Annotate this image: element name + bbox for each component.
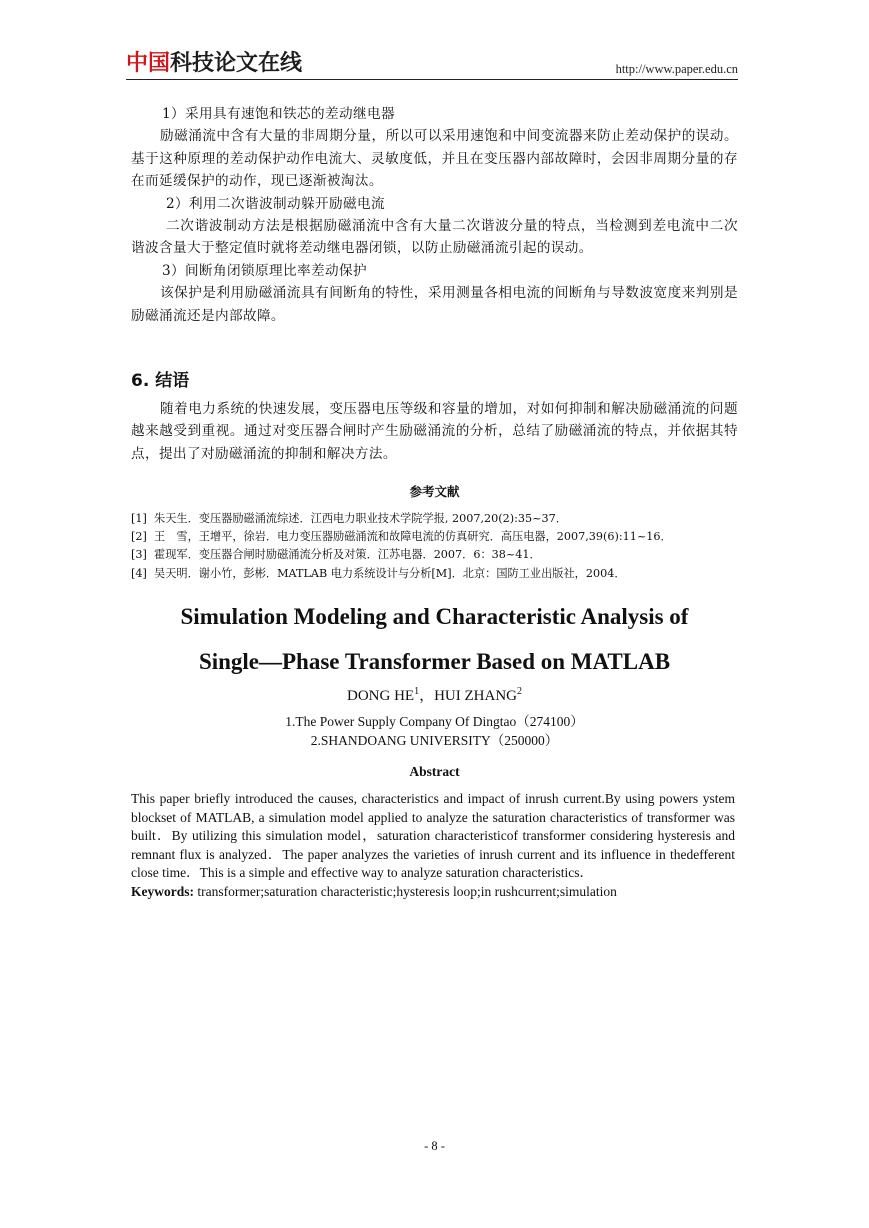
reference-item [131, 510, 741, 528]
reference-number: [1] [131, 512, 147, 525]
site-logo[interactable] [126, 52, 302, 76]
abstract-paragraph: This paper briefly introduced the causes, characteristics and impact of inrush current.By using powers ystem blockset of MATLAB, a simulation model applied to analyze the saturation characteristics of transformer was built．By utilizing this simulation model，saturation characteristicof transformer considering hysteresis and remnant flux is analyzed．The paper analyzes the varieties of inrush current and its influence in thedefferent close time．This is a simple and effective way to analyze saturation characteristics． [131, 791, 735, 881]
item2-heading: 2）利用二次谐波制动躲开励磁电流 [166, 195, 385, 212]
author-2-marker: 2 [517, 686, 522, 697]
item1-paragraph: 励磁涌流中含有大量的非周期分量，所以可以采用速饱和中间变流器来防止差动保护的误动。基于这种原理的差动保护动作电流大、灵敏度低，并且在变压器内部故障时，会因非周期分量的存在而延缓保护的动作，现已逐渐被淘汰。 [131, 128, 738, 190]
item3-paragraph: 该保护是利用励磁涌流具有间断角的特性，采用测量各相电流的间断角与导数波宽度来判别是励磁涌流还是内部故障。 [131, 285, 738, 324]
reference-text: 朱天生．变压器励磁涌流综述．江西电力职业技术学院学报, 2007,20(2):35~37． [154, 512, 567, 525]
reference-item [131, 546, 741, 564]
logo-red-text: 中国 [126, 51, 171, 76]
authors-line [131, 684, 738, 705]
references-list [131, 510, 741, 583]
item2-paragraph: 二次谐波制动方法是根据励磁涌流中含有大量二次谐波分量的特点，当检测到差电流中二次谐波含量大于整定值时就将差动继电器闭锁，以防止励磁涌流引起的误动。 [131, 218, 738, 257]
affiliation-1: 1.The Power Supply Company Of Dingtao（274100） [285, 714, 584, 729]
page-number: - 8 - [424, 1139, 445, 1153]
english-title-line1: Simulation Modeling and Characteristic Analysis of [180, 604, 689, 629]
author-separator: ， [419, 688, 435, 704]
author-1: DONG HE [347, 688, 415, 704]
keywords-label: Keywords: [131, 883, 194, 899]
section5-body [131, 103, 738, 327]
reference-number: [2] [131, 530, 147, 544]
reference-text: 吴天明．谢小竹，彭彬．MATLAB 电力系统设计与分析[M]．北京：国防工业出版社，2004． [154, 566, 626, 580]
item1-heading: 1）采用具有速饱和铁芯的差动继电器 [162, 106, 395, 122]
reference-text: 王 雪，王增平，徐岩．电力变压器励磁涌流和故障电流的仿真研究．高压电器，2007,39(6):11~16． [154, 530, 672, 544]
section6-body [131, 398, 738, 465]
abstract-block [131, 790, 735, 902]
reference-text: 霍现军．变压器合闸时励磁涌流分析及对策．江苏电器．2007．6：38~41． [154, 548, 541, 562]
affiliation-2: 2.SHANDOANG UNIVERSITY（250000） [310, 733, 559, 748]
reference-number: [4] [131, 566, 147, 580]
logo-dark-text: 科技论文在线 [170, 51, 303, 76]
english-title-line2: Single—Phase Transformer Based on MATLAB [198, 649, 671, 674]
reference-number: [3] [131, 548, 147, 562]
author-2: HUI ZHANG [434, 688, 517, 704]
reference-item [131, 565, 741, 583]
site-url[interactable]: http://www.paper.edu.cn [615, 62, 738, 76]
section6-paragraph: 随着电力系统的快速发展，变压器电压等级和容量的增加，对如何抑制和解决励磁涌流的问题越来越受到重视。通过对变压器合闸时产生励磁涌流的分析，总结了励磁涌流的特点，并依据其特点，提出了对励磁涌流的抑制和解决方法。 [131, 401, 738, 462]
item3-heading: 3）间断角闭锁原理比率差动保护 [162, 262, 367, 279]
reference-item [131, 528, 741, 546]
author-1-marker: 1 [414, 686, 420, 697]
abstract-heading: Abstract [409, 764, 460, 779]
keywords-text: transformer;saturation characteristic;hysteresis loop;in rushcurrent;simulation [194, 883, 617, 899]
keywords-line [131, 883, 735, 902]
header-divider [126, 79, 738, 80]
section6-heading: 6. 结语 [131, 371, 190, 391]
references-title: 参考文献 [409, 484, 460, 499]
